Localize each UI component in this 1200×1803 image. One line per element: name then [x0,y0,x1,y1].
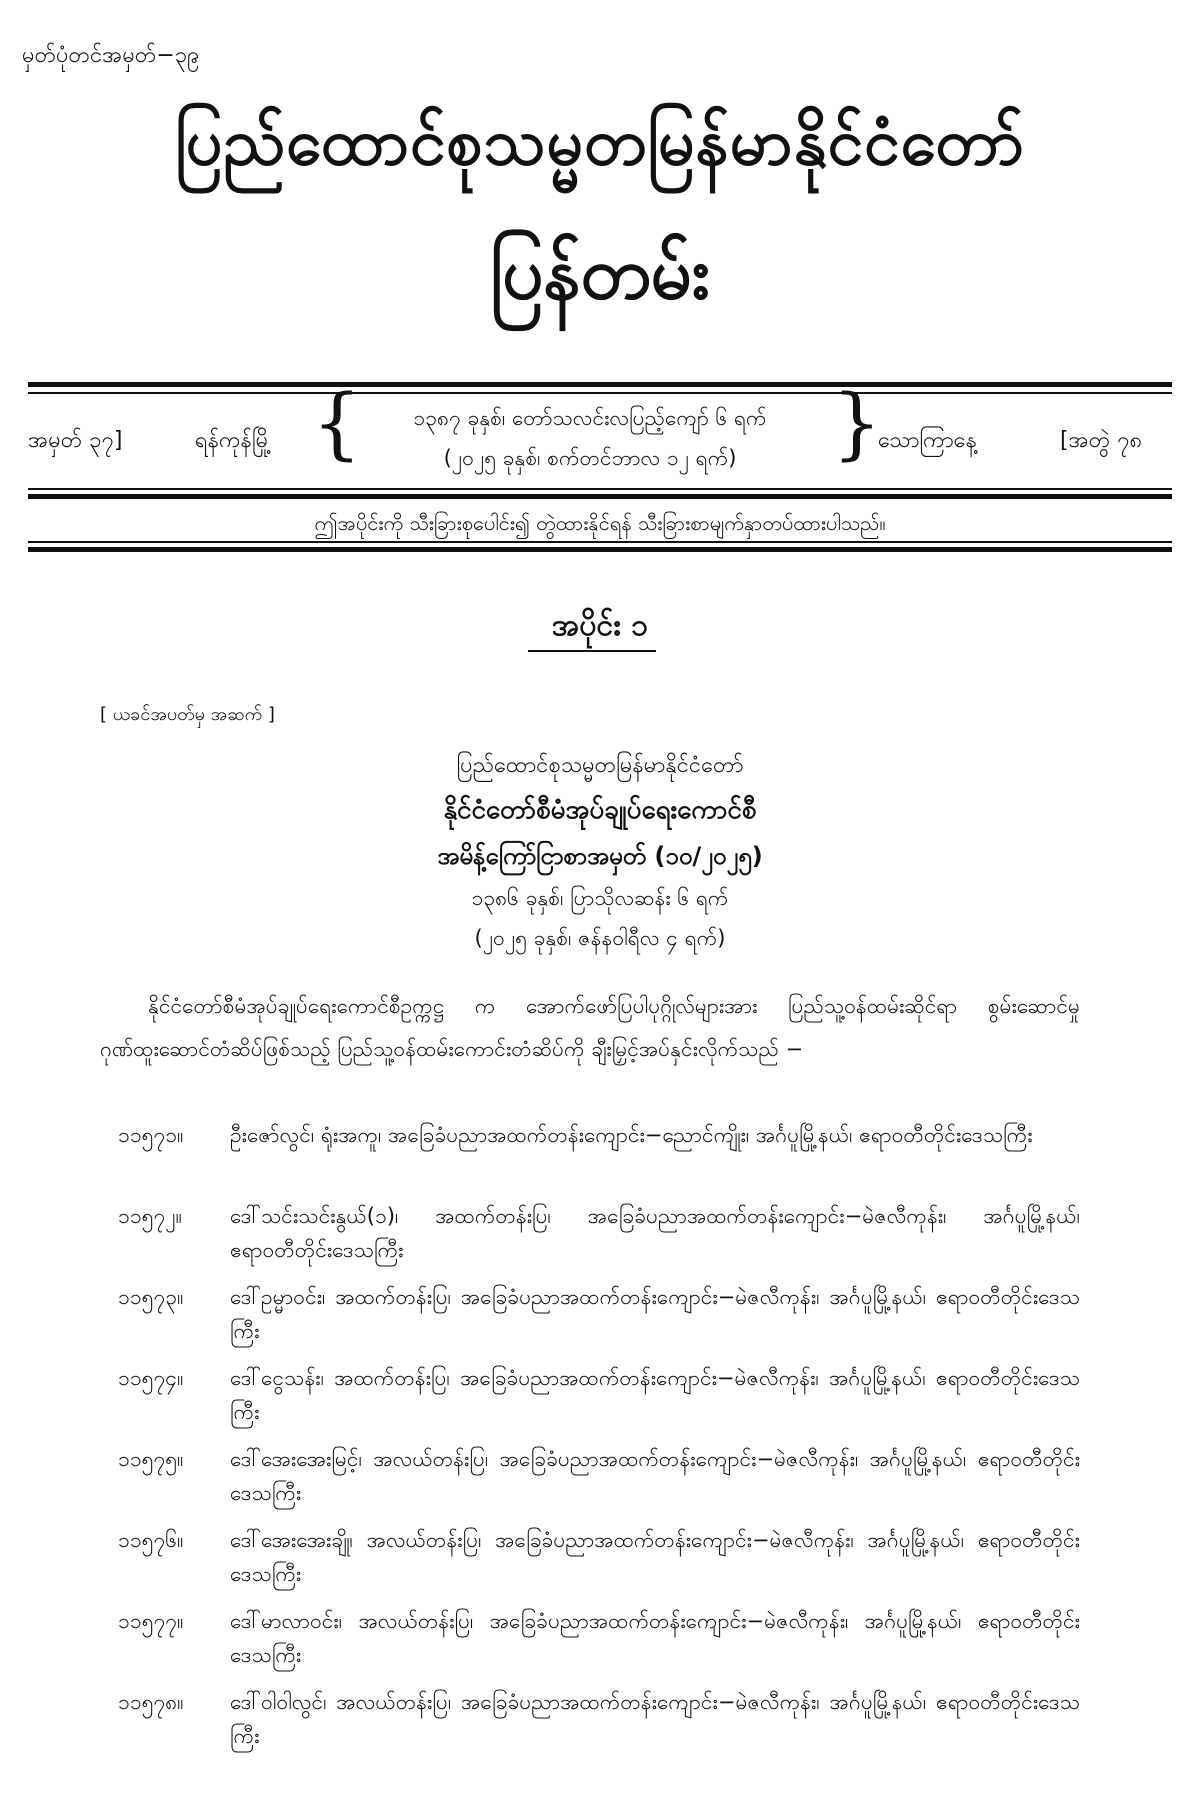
entry-number: ၁၁၅၇၅။ [118,1447,184,1471]
order-country: ပြည်ထောင်စုသမ္မတမြန်မာနိုင်ငံတော် [456,753,744,778]
entry-number: ၁၁၅၇၁။ [118,1123,184,1147]
date-gregorian: (၂၀၂၅ ခုနှစ်၊ စက်တင်ဘာလ ၁၂ ရက်) [443,446,737,470]
entry-text: ဒေါ်ဝါဝါလွင်၊ အလယ်တန်းပြ၊ အခြေခံပညာအထက်တန်းကျောင်း−မဲဇလီကုန်း၊ အင်္ဂပူမြို့နယ်၊ ဧရာဝတီတိုင်းဒေသကြီး [230,1690,1080,1748]
part-heading: အပိုင်း ၁ [551,608,649,643]
entry-text: ဒေါ်သင်းသင်းနွယ်(၁)၊ အထက်တန်းပြ၊ အခြေခံပညာအထက်တန်းကျောင်း−မဲဇလီကုန်း၊ အင်္ဂပူမြို့နယ်၊ ဧရာဝတီတိုင်းဒေသကြီး [230,1204,1080,1262]
notice-rule [28,547,1172,552]
entry-text: ဒေါ်အေးအေးမြင့်၊ အလယ်တန်းပြ၊ အခြေခံပညာအထက်တန်းကျောင်း−မဲဇလီကုန်း၊ အင်္ဂပူမြို့နယ်၊ ဧရာဝတီတိုင်းဒေသကြီး [230,1447,1080,1505]
right-brace: } [832,379,882,469]
order-authority: နိုင်ငံတော်စီမံအုပ်ချုပ်ရေးကောင်စီ [443,795,757,825]
entry-text: ဒေါ်ဥမ္မာဝင်း၊ အထက်တန်းပြ၊ အခြေခံပညာအထက်တန်းကျောင်း−မဲဇလီကုန်း၊ အင်္ဂပူမြို့နယ်၊ ဧရာဝတီတိုင်းဒေသကြီး [230,1285,1080,1343]
header-rule-top [28,382,1172,387]
entry-text: ဒေါ်အေးအေးချို၊ အလယ်တန်းပြ၊ အခြေခံပညာအထက်တန်းကျောင်း−မဲဇလီကုန်း၊ အင်္ဂပူမြို့နယ်၊ ဧရာဝတီတိုင်းဒေသကြီး [230,1528,1080,1586]
order-paragraph: နိုင်ငံတော်စီမံအုပ်ချုပ်ရေးကောင်စီဥက္ကဋ္ဌ က အောက်ဖော်ပြပါပုဂ္ဂိုလ်များအား ပြည်သူ့ဝန်ထမ်းဆိုင်ရာ စွမ်းဆောင်မှုဂုဏ်ထူးဆောင်တံဆိပ်ဖြစ်သည့် ပြည်သူ့ဝန်ထမ်းကောင်းတံဆိပ်ကို ချီးမြှင့်အပ်နှင်းလိုက်သည် − [100,994,1080,1061]
entry-number: ၁၁၅၇၃။ [118,1285,184,1309]
entry-number: ၁၁၅၇၄။ [118,1366,184,1390]
notice-rule-thin [28,541,1172,543]
header-rule-mid [28,494,1172,499]
registration-number: မှတ်ပုံတင်အမှတ်−၃၉ [22,43,200,68]
entry-number: ၁၁၅၇၈။ [118,1690,184,1714]
header-rule-top-thin [28,392,1172,394]
part-underline [528,650,656,652]
left-brace: { [312,379,362,469]
volume-number: [အတွဲ ၇၈ [1060,428,1143,453]
continued-note: [ ယခင်အပတ်မှ အဆက် ] [100,704,275,725]
gazette-subtitle: ပြန်တမ်း [490,231,710,315]
weekday: သောကြာနေ့ [878,428,977,453]
entry-text: ဒေါ်မာလာဝင်း၊ အလယ်တန်းပြ၊ အခြေခံပညာအထက်တန်းကျောင်း−မဲဇလီကုန်း၊ အင်္ဂပူမြို့နယ်၊ ဧရာဝတီတိုင်းဒေသကြီး [230,1609,1080,1667]
entry-text: ဦးဇော်လွင်၊ ရုံးအကူ၊ အခြေခံပညာအထက်တန်းကျောင်း−ညောင်ကျိုး၊ အင်္ဂပူမြို့နယ်၊ ဧရာဝတီတိုင်းဒေသကြီး [230,1123,1033,1147]
entry-text: ဒေါ်ငွေသန်း၊ အထက်တန်းပြ၊ အခြေခံပညာအထက်တန်းကျောင်း−မဲဇလီကုန်း၊ အင်္ဂပူမြို့နယ်၊ ဧရာဝတီတိုင်းဒေသကြီး [230,1366,1080,1424]
entry-number: ၁၁၅၇၇။ [118,1609,184,1633]
order-number: အမိန့်ကြော်ငြာစာအမှတ် (၁၀/၂၀၂၅) [437,842,763,870]
date-myanmar: ၁၃၈၇ ခုနှစ်၊ တော်သလင်းလပြည့်ကျော် ၆ ရက် [413,406,767,430]
binding-notice: ဤအပိုင်းကို သီးခြားစုပေါင်း၍ တွဲထားနိုင်ရန် သီးခြားစာမျက်နှာတပ်ထားပါသည်။ [314,511,886,535]
order-date-gregorian: (၂၀၂၅ ခုနှစ်၊ ဇန်နဝါရီလ ၄ ရက်) [474,926,726,950]
entry-number: ၁၁၅၇၂။ [118,1204,182,1228]
header-rule-mid-thin [28,488,1172,490]
issue-number: အမှတ် ၃၇] [28,428,123,453]
entry-number: ၁၁၅၇၆။ [118,1528,184,1552]
order-date-myanmar: ၁၃၈၆ ခုနှစ်၊ ပြာသိုလဆန်း ၆ ရက် [471,886,729,910]
gazette-title: ပြည်ထောင်စုသမ္မတမြန်မာနိုင်ငံတော် [174,106,1026,180]
city: ရန်ကုန်မြို့ [195,428,272,453]
